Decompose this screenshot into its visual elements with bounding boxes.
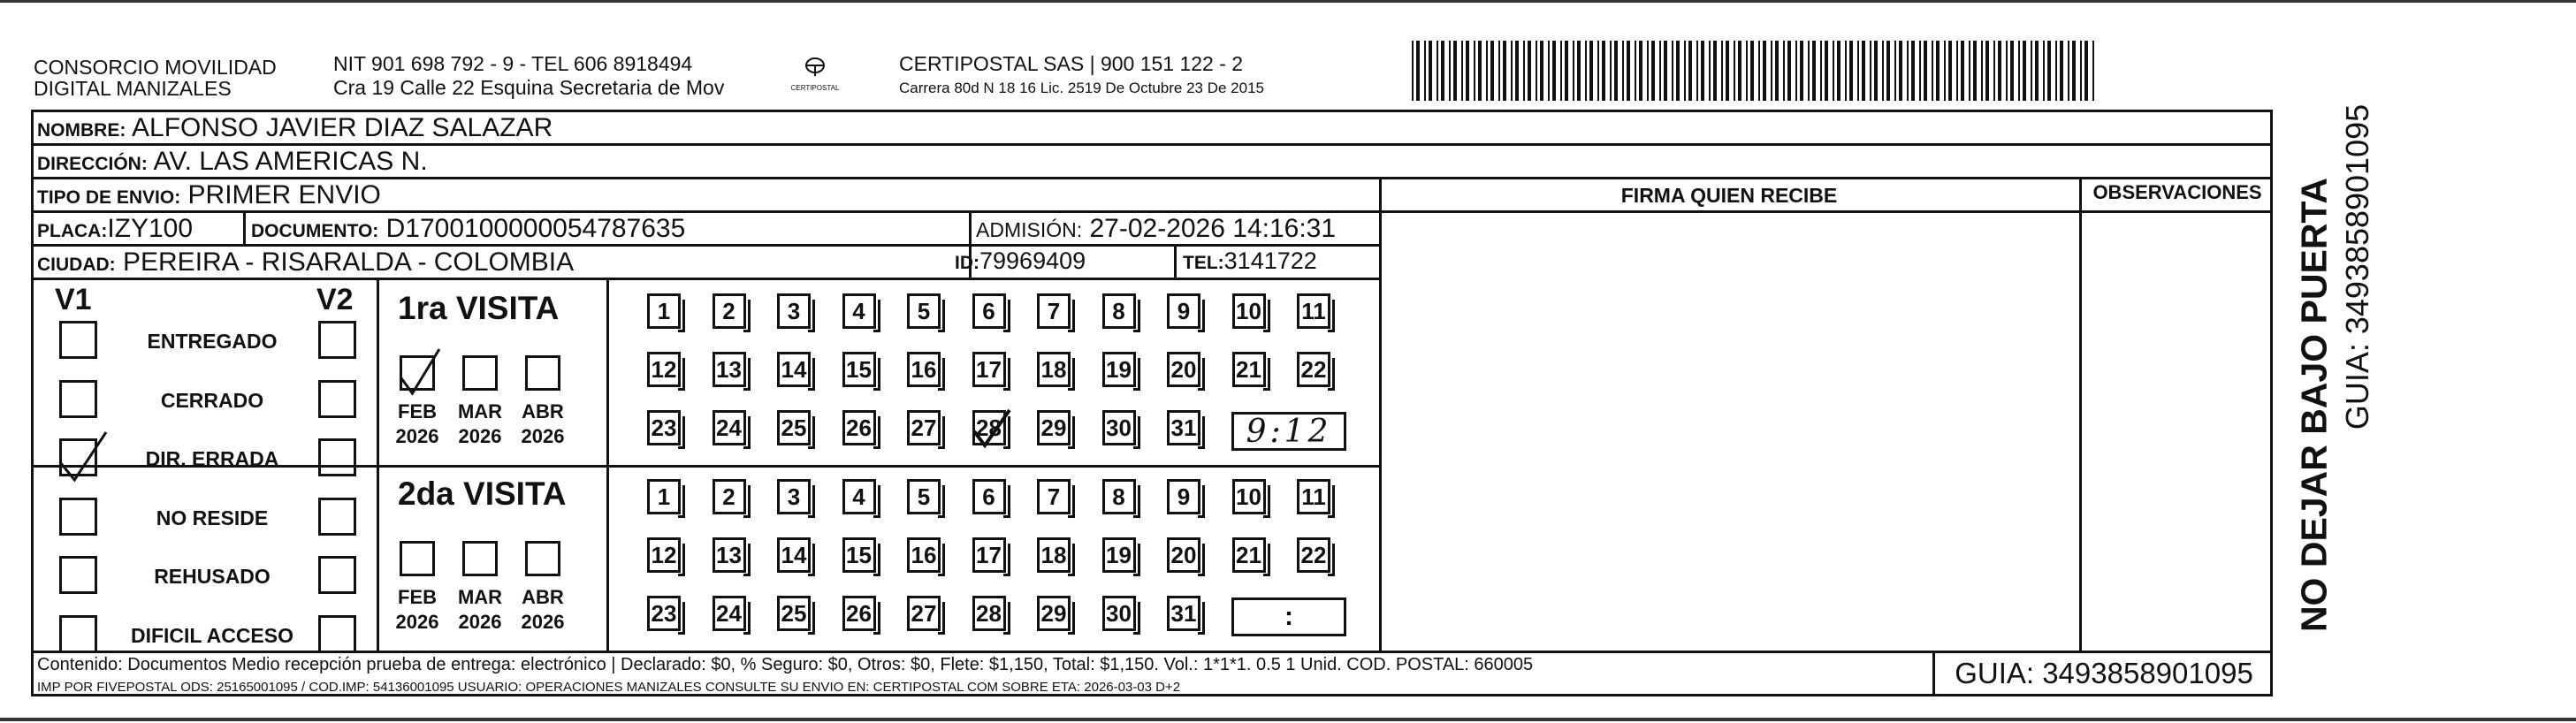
day-box[interactable]: 19 (1102, 537, 1136, 573)
day-box[interactable]: 23 (647, 596, 681, 631)
v1-checkbox[interactable] (59, 438, 97, 476)
v1-heading: V1 (55, 283, 92, 316)
barcode-bar (1560, 41, 1562, 101)
observations-area[interactable] (2082, 213, 2273, 651)
visit-title: 1ra VISITA (398, 290, 560, 326)
day-box[interactable]: 6 (972, 479, 1006, 514)
day-box[interactable]: 20 (1167, 352, 1200, 387)
tel-value: 3141722 (1223, 247, 1317, 274)
v1-checkbox[interactable] (59, 498, 97, 536)
barcode-bar (1738, 41, 1741, 101)
barcode-bar (2080, 41, 2082, 101)
day-box[interactable]: 30 (1102, 410, 1136, 445)
v2-checkbox[interactable] (318, 615, 356, 653)
barcode-bar (1870, 41, 1871, 101)
day-box[interactable]: 4 (842, 293, 876, 329)
day-box[interactable]: 28 (972, 410, 1006, 445)
direccion-row (37, 148, 428, 175)
day-box[interactable]: 25 (777, 410, 811, 445)
day-box[interactable]: 10 (1232, 479, 1266, 514)
certipostal-logo (789, 51, 842, 95)
barcode-bar (1721, 41, 1723, 101)
direccion-label: DIRECCIÓN: (37, 154, 148, 174)
barcode-bar (1688, 41, 1692, 101)
footer-contenido: Contenido: Documentos Medio recepción prueba de entrega: electrónico | Declarado: $0, % Seguro: $0, Otros: $0, Flete: $1,150, Total: $1,150. Vol.: 1*1*1. 0.5 1 Unid. COD. POSTAL: 660005 (37, 655, 1534, 674)
sender-name: CONSORCIO MOVILIDAD DIGITAL MANIZALES (34, 56, 277, 101)
barcode-bar (1659, 41, 1661, 101)
day-box[interactable]: 22 (1297, 352, 1330, 387)
day-box[interactable]: 17 (972, 537, 1006, 573)
month-checkbox[interactable] (400, 541, 435, 576)
barcode-bar (2010, 41, 2014, 101)
visit-time-box[interactable] (1231, 597, 1346, 636)
month-checkbox[interactable] (462, 355, 498, 391)
day-check-mark (971, 405, 1013, 451)
day-box[interactable]: 8 (1102, 293, 1136, 329)
barcode-bar (1573, 41, 1574, 101)
barcode-bar (1924, 41, 1927, 101)
barcode-bar (1647, 41, 1649, 101)
placa-row (37, 216, 193, 242)
day-box[interactable]: 12 (647, 537, 681, 573)
barcode-bar (1441, 41, 1444, 101)
ciudad-row (37, 249, 574, 276)
barcode-bar (1490, 41, 1494, 101)
day-box[interactable]: 1 (647, 479, 681, 514)
month-label (386, 585, 448, 634)
id-value: 79969409 (979, 247, 1086, 274)
status-option-label: REHUSADO (154, 565, 271, 588)
barcode-bar (1478, 41, 1482, 101)
barcode-bar (2068, 41, 2069, 101)
day-box[interactable]: 11 (1297, 479, 1330, 514)
status-option-label: DIR. ERRADA (145, 447, 279, 470)
barcode-bar (1734, 41, 1735, 101)
month-year: 2026 (458, 610, 502, 633)
month-label (512, 585, 574, 634)
barcode-bar (1758, 41, 1760, 101)
day-box[interactable]: 30 (1102, 596, 1136, 631)
barcode-bar (1515, 41, 1519, 101)
barcode-bar (1787, 41, 1791, 101)
tipo-row (37, 182, 381, 209)
courier-name: CERTIPOSTAL SAS | 900 151 122 - 2 (899, 52, 1244, 75)
ciudad-value: PEREIRA - RISARALDA - COLOMBIA (123, 247, 575, 277)
day-box[interactable]: 28 (972, 596, 1006, 631)
ciudad-label: CIUDAD: (37, 255, 116, 275)
barcode-bar (1672, 41, 1673, 101)
barcode-bar (1424, 41, 1426, 101)
firma-label: FIRMA QUIEN RECIBE (1620, 184, 1838, 207)
barcode-bar (1874, 41, 1878, 101)
day-box[interactable]: 31 (1167, 596, 1200, 631)
v1-checkbox[interactable] (59, 615, 97, 653)
status-option-label: NO RESIDE (156, 506, 269, 529)
month-label (449, 400, 511, 448)
day-box[interactable]: 29 (1037, 410, 1071, 445)
barcode-bar (1498, 41, 1500, 101)
barcode-bar (1857, 41, 1859, 101)
barcode-bar (1709, 41, 1711, 101)
barcode-bar (1833, 41, 1834, 101)
month-name: ABR (522, 586, 564, 608)
barcode-bar (1627, 41, 1630, 101)
barcode-bar (2031, 41, 2032, 101)
barcode-bar (1635, 41, 1636, 101)
barcode-bar (1589, 41, 1593, 101)
side-guia: GUIA: 3493858901095 (2339, 103, 2375, 430)
barcode-bar (1775, 41, 1779, 101)
day-box[interactable]: 9 (1167, 479, 1200, 514)
month-name: MAR (457, 586, 503, 608)
logo-text: CERTIPOSTAL (790, 84, 840, 92)
day-box[interactable]: 7 (1037, 293, 1071, 329)
documento-row (251, 216, 685, 242)
footer-imp: IMP POR FIVEPOSTAL ODS: 25165001095 / COD.IMP: 54136001095 USUARIO: OPERACIONES MANIZALES CONSULTE SU ENVIO EN: CERTIPOSTAL COM SOBRE ETA: 2026-03-03 D+2 (37, 680, 1181, 695)
barcode-bar (1684, 41, 1686, 101)
barcode (1412, 41, 2101, 101)
tel-label: TEL: (1183, 253, 1224, 273)
barcode-bar (1894, 41, 1896, 101)
day-box[interactable]: 14 (777, 537, 811, 573)
day-box[interactable]: 27 (907, 596, 941, 631)
day-box[interactable]: 17 (972, 352, 1006, 387)
month-year: 2026 (458, 424, 502, 447)
nombre-value: ALFONSO JAVIER DIAZ SALAZAR (132, 113, 553, 142)
barcode-bar (1948, 41, 1952, 101)
barcode-bar (1713, 41, 1717, 101)
barcode-bar (1552, 41, 1556, 101)
barcode-bar (1911, 41, 1915, 101)
day-box[interactable]: 13 (713, 352, 746, 387)
day-box[interactable]: 9 (1167, 293, 1200, 329)
day-box[interactable]: 18 (1037, 352, 1071, 387)
visit-time-box[interactable] (1231, 412, 1346, 451)
barcode-bar (1461, 41, 1463, 101)
day-box[interactable]: 21 (1232, 352, 1266, 387)
day-box[interactable]: 26 (842, 596, 876, 631)
day-box[interactable]: 15 (842, 352, 876, 387)
direccion-value: AV. LAS AMERICAS N. (153, 147, 428, 176)
visit-title: 2da VISITA (398, 476, 567, 512)
day-box[interactable]: 5 (907, 293, 941, 329)
nombre-row (37, 115, 553, 141)
month-year: 2026 (521, 610, 565, 633)
barcode-bar (1614, 41, 1618, 101)
handwritten-check-icon (971, 405, 1013, 451)
barcode-bar (1651, 41, 1655, 101)
barcode-bar (2023, 41, 2026, 101)
barcode-bar (2084, 41, 2088, 101)
barcode-bar (1523, 41, 1525, 101)
barcode-bar (1808, 41, 1810, 101)
sender-address: Cra 19 Calle 22 Esquina Secretaria de Mov (333, 76, 725, 99)
status-option-label: CERRADO (160, 388, 264, 412)
month-checkbox[interactable] (525, 355, 560, 391)
barcode-bar (1622, 41, 1624, 101)
barcode-bar (1503, 41, 1506, 101)
barcode-bar (1696, 41, 1698, 101)
day-box[interactable]: 24 (713, 596, 746, 631)
day-box[interactable]: 8 (1102, 479, 1136, 514)
month-name: MAR (457, 400, 503, 422)
day-box[interactable]: 19 (1102, 352, 1136, 387)
barcode-bar (1486, 41, 1488, 101)
barcode-bar (2035, 41, 2039, 101)
barcode-bar (1602, 41, 1605, 101)
month-label (449, 585, 511, 634)
barcode-bar (1795, 41, 1797, 101)
placa-value: IZY100 (107, 214, 194, 243)
barcode-bar (1416, 41, 1420, 101)
day-box[interactable]: 13 (713, 537, 746, 573)
month-label (512, 400, 574, 448)
barcode-bar (1429, 41, 1432, 101)
day-box[interactable]: 15 (842, 537, 876, 573)
sender-nit: NIT 901 698 792 - 9 - TEL 606 8918494 (333, 52, 693, 75)
day-box[interactable]: 1 (647, 293, 681, 329)
month-year: 2026 (395, 424, 439, 447)
tipo-label: TIPO DE ENVIO: (37, 187, 181, 208)
barcode-bar (1597, 41, 1599, 101)
barcode-bar (2006, 41, 2008, 101)
admision-row (976, 216, 1336, 242)
day-box[interactable]: 20 (1167, 537, 1200, 573)
v2-heading: V2 (316, 283, 354, 316)
day-box[interactable]: 6 (972, 293, 1006, 329)
barcode-bar (1585, 41, 1587, 101)
signature-area[interactable] (1382, 213, 2079, 651)
barcode-bar (1936, 41, 1940, 101)
barcode-bar (1763, 41, 1766, 101)
visit-time: : (1284, 602, 1293, 631)
visit-time: 9:12 (1246, 413, 1332, 450)
barcode-bar (1825, 41, 1828, 101)
status-option-label: ENTREGADO (147, 330, 278, 353)
tipo-value: PRIMER ENVIO (187, 180, 381, 209)
barcode-bar (2043, 41, 2045, 101)
v1-checkbox[interactable] (59, 380, 97, 418)
day-box[interactable]: 7 (1037, 479, 1071, 514)
day-box[interactable]: 3 (777, 293, 811, 329)
barcode-bar (1800, 41, 1803, 101)
handwritten-check-icon (397, 347, 441, 397)
barcode-bar (1701, 41, 1704, 101)
observaciones-label: OBSERVACIONES (2092, 181, 2262, 203)
barcode-bar (1610, 41, 1612, 101)
barcode-bar (2055, 41, 2057, 101)
documento-value: D1700100000054787635 (385, 214, 686, 243)
v2-checkbox[interactable] (318, 438, 356, 476)
day-box[interactable]: 16 (907, 352, 941, 387)
barcode-bar (1969, 41, 1970, 101)
barcode-bar (1932, 41, 1933, 101)
barcode-bar (1664, 41, 1667, 101)
day-box[interactable]: 12 (647, 352, 681, 387)
barcode-bar (1907, 41, 1909, 101)
barcode-bar (1536, 41, 1537, 101)
scan-edge-bottom (0, 718, 2576, 721)
day-box[interactable]: 24 (713, 410, 746, 445)
barcode-bar (1746, 41, 1748, 101)
barcode-bar (1639, 41, 1642, 101)
barcode-bar (1548, 41, 1550, 101)
day-box[interactable]: 23 (647, 410, 681, 445)
day-box[interactable]: 14 (777, 352, 811, 387)
v2-checkbox[interactable] (318, 556, 356, 594)
handwritten-check-icon (57, 430, 108, 483)
day-box[interactable]: 18 (1037, 537, 1071, 573)
day-box[interactable]: 11 (1297, 293, 1330, 329)
barcode-bar (1961, 41, 1964, 101)
barcode-bar (1449, 41, 1451, 101)
status-option-label: DIFICIL ACCESO (130, 623, 293, 647)
barcode-bar (1812, 41, 1816, 101)
day-box[interactable]: 29 (1037, 596, 1071, 631)
barcode-bar (1944, 41, 1946, 101)
barcode-bar (1956, 41, 1958, 101)
courier-address: Carrera 80d N 18 16 Lic. 2519 De Octubre 23 De 2015 (899, 80, 1264, 96)
day-box[interactable]: 31 (1167, 410, 1200, 445)
month-year: 2026 (395, 610, 439, 633)
barcode-bar (1771, 41, 1772, 101)
scan-edge-top (0, 0, 2576, 3)
barcode-bar (1845, 41, 1847, 101)
day-box[interactable]: 16 (907, 537, 941, 573)
barcode-bar (1540, 41, 1543, 101)
day-box[interactable]: 26 (842, 410, 876, 445)
month-checkbox[interactable] (400, 355, 435, 391)
month-name: FEB (398, 586, 437, 608)
month-checkbox[interactable] (525, 541, 560, 576)
day-box[interactable]: 21 (1232, 537, 1266, 573)
month-label (386, 400, 448, 448)
barcode-bar (2072, 41, 2076, 101)
day-box[interactable]: 27 (907, 410, 941, 445)
admision-label: ADMISIÓN: (976, 218, 1083, 241)
v2-checkbox[interactable] (318, 321, 356, 359)
day-box[interactable]: 2 (713, 293, 746, 329)
barcode-bar (1783, 41, 1785, 101)
barcode-bar (2018, 41, 2020, 101)
day-box[interactable]: 4 (842, 479, 876, 514)
barcode-bar (1437, 41, 1438, 101)
barcode-bar (1511, 41, 1513, 101)
admision-value: 27-02-2026 14:16:31 (1089, 214, 1337, 243)
v1-checkbox[interactable] (59, 321, 97, 359)
day-box[interactable]: 25 (777, 596, 811, 631)
barcode-bar (1973, 41, 1977, 101)
barcode-bar (1981, 41, 1983, 101)
barcode-bar (1577, 41, 1581, 101)
v1-checkbox[interactable] (59, 556, 97, 594)
tel-row (1183, 249, 1317, 273)
barcode-bar (1474, 41, 1475, 101)
nombre-label: NOMBRE: (37, 120, 126, 141)
barcode-bar (1528, 41, 1531, 101)
barcode-bar (2060, 41, 2063, 101)
barcode-bar (1565, 41, 1568, 101)
month-name: FEB (398, 400, 437, 422)
barcode-bar (1820, 41, 1822, 101)
barcode-bar (2092, 41, 2094, 101)
day-box[interactable]: 2 (713, 479, 746, 514)
barcode-bar (2047, 41, 2051, 101)
barcode-bar (1750, 41, 1754, 101)
no-dejar-bajo-puerta: NO DEJAR BAJO PUERTA (2293, 177, 2335, 633)
month-checkbox[interactable] (462, 541, 498, 576)
day-box[interactable]: 22 (1297, 537, 1330, 573)
barcode-bar (1466, 41, 1469, 101)
day-box[interactable]: 3 (777, 479, 811, 514)
barcode-bar (1886, 41, 1890, 101)
barcode-bar (1676, 41, 1680, 101)
barcode-bar (1985, 41, 1989, 101)
documento-label: DOCUMENTO: (251, 221, 379, 241)
barcode-bar (1862, 41, 1865, 101)
barcode-bar (1998, 41, 2001, 101)
month-name: ABR (522, 400, 564, 422)
barcode-bar (1993, 41, 1995, 101)
guia-box: GUIA: 3493858901095 (1955, 657, 2253, 689)
barcode-bar (1837, 41, 1841, 101)
barcode-bar (1453, 41, 1457, 101)
v2-checkbox[interactable] (318, 498, 356, 536)
barcode-bar (1899, 41, 1902, 101)
barcode-bar (1882, 41, 1884, 101)
barcode-bar (1412, 41, 1414, 101)
placa-label: PLACA: (37, 221, 108, 241)
id-row (955, 249, 1086, 273)
barcode-bar (1849, 41, 1853, 101)
day-box[interactable]: 5 (907, 479, 941, 514)
day-box[interactable]: 10 (1232, 293, 1266, 329)
month-year: 2026 (521, 424, 565, 447)
barcode-bar (1726, 41, 1729, 101)
barcode-bar (1919, 41, 1921, 101)
v2-checkbox[interactable] (318, 380, 356, 418)
id-label: ID: (955, 253, 979, 273)
